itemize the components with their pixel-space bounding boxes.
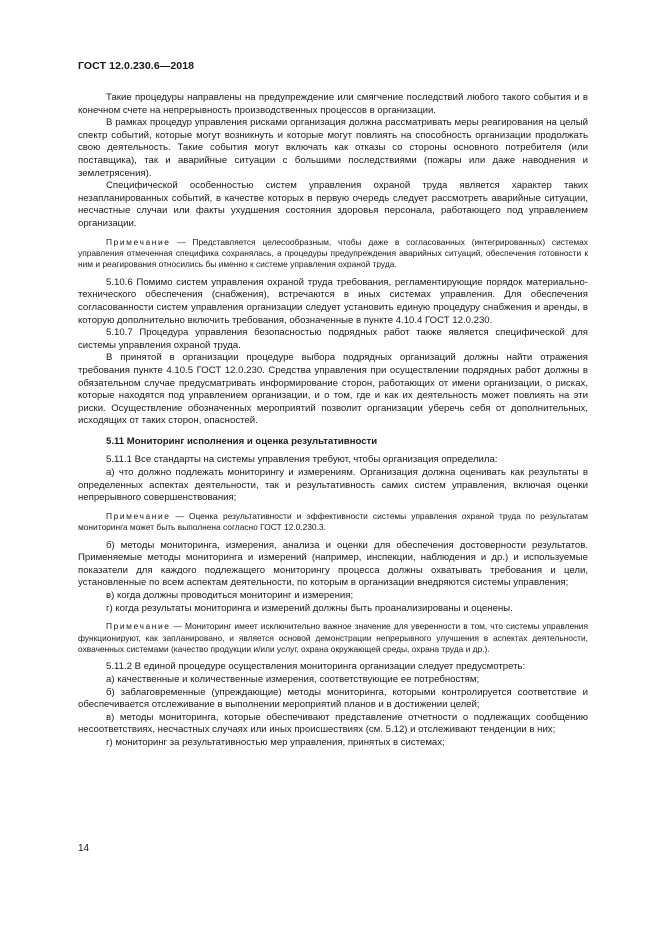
paragraph: 5.11.2 В единой процедуре осуществления мониторинга организации следует предусмотреть: xyxy=(106,661,526,673)
paragraph: Такие процедуры направлены на предупреждение или смягчение последствий любого такого события и в конечном счете на непрерывность производственных процессов в организации. xyxy=(78,92,588,116)
note xyxy=(78,511,588,534)
document-body xyxy=(78,92,588,750)
paragraph: а) что должно подлежать мониторингу и измерениям. Организация должна оценивать как результаты в определенных аспектах деятельности, так и результативность самих систем управления, включая оценки непрерывного совершенствования; xyxy=(78,467,588,504)
paragraph: в) когда должны проводиться мониторинг и измерения; xyxy=(106,590,354,602)
section-heading: 5.11 Мониторинг исполнения и оценка результативности xyxy=(106,435,378,447)
note-text: — Мониторинг имеет исключительно важное значение для уверенности в том, что системы управления функционируют, как запланировано, и является основой демонстрации непрерывного улучшения в аспектах деятельности, охваченных системами (качество продукции и/или услуг, охрана окружающей среды, охрана труда и др.). xyxy=(78,621,588,655)
paragraph: В принятой в организации процедуре выбора подрядных организаций должны найти отражения требования пункте 4.10.5 ГОСТ 12.0.230. Средства управления при осуществлении подрядных работ должны в обязательном случае предусматривать информирование сторон, работающих от имени организации, о рисках, которые находятся под управлением организации, и о том, где и как их деятельность может повлиять на эти риски. Осуществление обозначенных мероприятий позволит организации уберечь себя от дополнительных, исходящих от таких сторон, опасностей. xyxy=(78,352,588,427)
note-label: Примечание xyxy=(106,621,171,632)
paragraph: В рамках процедур управления рисками организация должна рассматривать меры реагирования на целый спектр событий, которые могут возникнуть и которые могут повлиять на способность организации продолжать свою деятельность. Такие события могут включать как отказы со стороны основного потребителя (или поставщика), так и аварийные ситуации с большими последствиями (пожары или даже наводнения и землетрясения). xyxy=(78,117,588,179)
note-label: Примечание xyxy=(106,236,171,247)
paragraph: Специфической особенностью систем управления охраной труда является характер таких незапланированных событий, в качестве которых в первую очередь следует рассмотреть аварийные ситуации, несчастные случаи или факты ухудшения состояния здоровья персонала, работающего под управлением организации. xyxy=(78,180,588,229)
page-number: 14 xyxy=(78,843,90,854)
document-header: ГОСТ 12.0.230.6—2018 xyxy=(78,60,195,72)
note xyxy=(78,621,588,655)
note-label: Примечание xyxy=(106,510,171,521)
paragraph: 5.11.1 Все стандарты на системы управления требуют, чтобы организация определила: xyxy=(106,454,498,466)
paragraph: б) методы мониторинга, измерения, анализа и оценки для обеспечения достоверности результатов. Применяемые методы мониторинга и измерений (например, инспекции, наблюдения и др.) и используемые показатели для каждого подлежащего мониторингу процесса должны охватывать требования и цели, установленные по всем аспектам деятельности, по которым в организации внедряются системы управления; xyxy=(78,539,588,589)
paragraph: а) качественные и количественные измерения, соответствующие ее потребностям; xyxy=(106,674,480,686)
paragraph: б) заблаговременные (упреждающие) методы мониторинга, которыми контролируется соответствие и обеспечивается отслеживание в выполнении мероприятий планов и в достижении целей; xyxy=(78,686,588,711)
note-text: — Представляется целесообразным, чтобы даже в согласованных (интегрированных) системах управления отмеченная специфика сохранялась, а процедуры предупреждения аварийных ситуаций, обеспечения готовности к ним и реагирования относились бы именно к системе управления охраной труда. xyxy=(78,236,588,270)
note-text: — Оценка результативности и эффективности системы управления охраной труда по результатам мониторинга может быть выполнена согласно ГОСТ 12.0.230.3. xyxy=(78,510,588,533)
paragraph: г) мониторинг за результативностью мер управления, принятых в системах; xyxy=(106,737,445,748)
paragraph: в) методы мониторинга, которые обеспечивают представление отчетности о подлежащих сообщению несоответствиях, несчастных случаях или иных происшествиях (см. 5.12) и отслеживают тенденции в них; xyxy=(78,711,588,736)
note xyxy=(78,237,588,271)
paragraph: 5.10.7 Процедура управления безопасностью подрядных работ также является специфической для системы управления охраной труда. xyxy=(78,327,588,351)
paragraph: г) когда результаты мониторинга и измерений должны быть проанализированы и оценены. xyxy=(106,602,513,614)
paragraph: 5.10.6 Помимо систем управления охраной труда требования, регламентирующие порядок материально-технического обеспечения (снабжения), встречаются в иных системах управления. Для обеспечения согласованности систем управления организации следует установить единую процедуру снабжения и аренды, в которую дополнительно включить требования, обозначенные в пункте 4.10.4 ГОСТ 12.0.230. xyxy=(78,276,588,326)
